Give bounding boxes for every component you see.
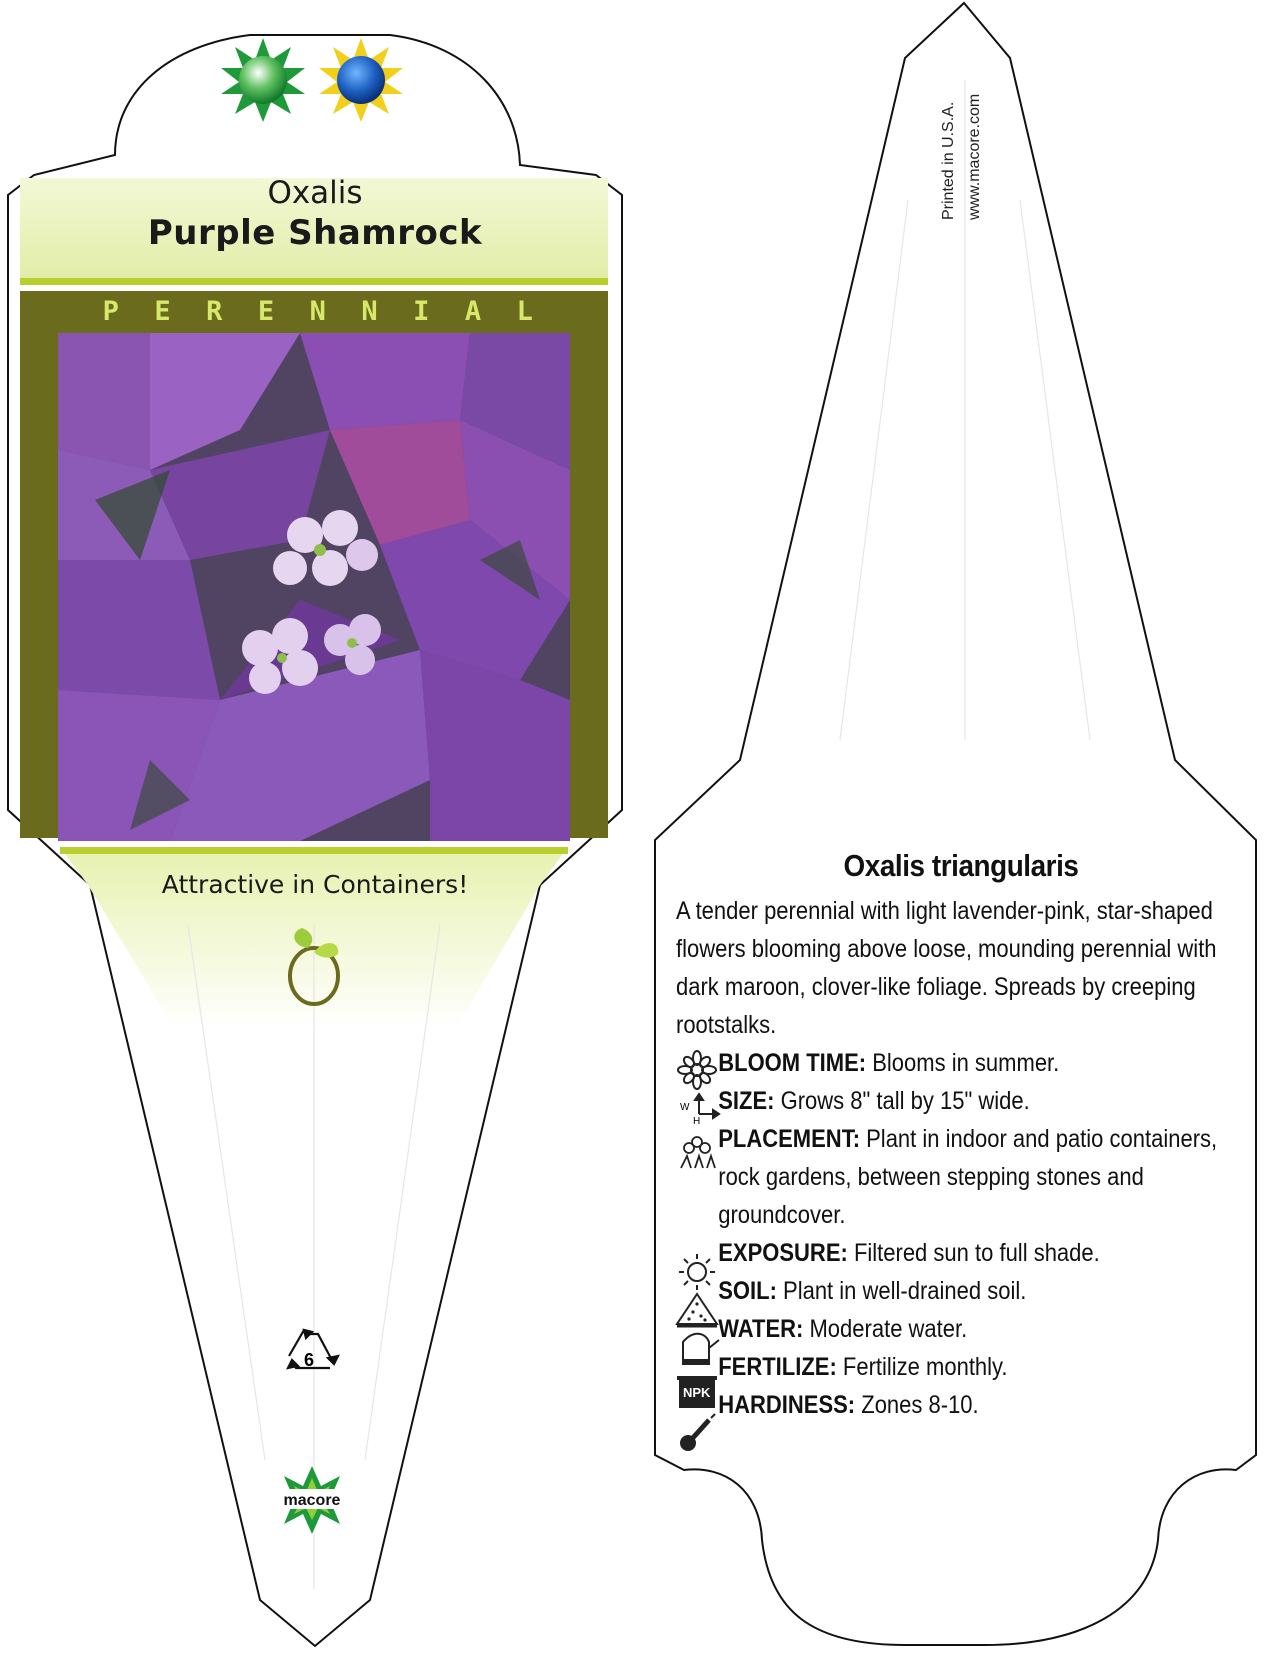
- printed-in: Printed in U.S.A.: [940, 101, 957, 220]
- attribute-row: [676, 1234, 1239, 1272]
- attribute-label: WATER:: [718, 1315, 810, 1343]
- attribute-value: Blooms in summer.: [872, 1049, 1060, 1077]
- attribute-value: Grows 8" tall by 15" wide.: [780, 1087, 1030, 1115]
- plant-photo: [58, 333, 570, 841]
- common-name: Purple Shamrock: [147, 213, 483, 253]
- attribute-value: Plant in well-drained soil.: [783, 1277, 1027, 1305]
- feature-tagline: Attractive in Containers!: [161, 870, 469, 899]
- attribute-label: SOIL:: [718, 1277, 784, 1305]
- attribute-value: Moderate water.: [809, 1315, 968, 1343]
- attribute-list: [676, 1044, 1239, 1424]
- care-info: [676, 848, 1246, 1424]
- recycle-code: 6: [304, 1350, 315, 1370]
- attribute-value: Fertilize monthly.: [842, 1353, 1008, 1381]
- attribute-label: FERTILIZE:: [718, 1353, 843, 1381]
- brand-name: macore: [283, 1492, 341, 1509]
- attribute-value: Filtered sun to full shade.: [853, 1239, 1100, 1267]
- attribute-label: EXPOSURE:: [718, 1239, 854, 1267]
- attribute-row: [676, 1348, 1239, 1386]
- scientific-name: Oxalis triangularis: [843, 848, 1079, 883]
- attribute-row: [676, 1082, 1239, 1120]
- genus-name: Oxalis: [267, 175, 363, 211]
- attribute-label: HARDINESS:: [718, 1391, 862, 1419]
- attribute-label: SIZE:: [718, 1087, 781, 1115]
- attribute-row: [676, 1044, 1239, 1082]
- attribute-row: [676, 1272, 1239, 1310]
- attribute-value: Plant in indoor and patio containers, rock gardens, between stepping stones and groundcover.: [718, 1125, 1218, 1229]
- printer-info: [936, 50, 983, 220]
- attribute-label: PLACEMENT:: [718, 1125, 867, 1153]
- attribute-value: Zones 8-10.: [861, 1391, 979, 1419]
- attribute-label: BLOOM TIME:: [718, 1049, 873, 1077]
- website: www.macore.com: [966, 93, 983, 220]
- size-h-label: H: [693, 1116, 701, 1127]
- plant-description: A tender perennial with light lavender-pink, star-shaped flowers blooming above loose, mounding perennial with dark maroon, clover-like foliage. Spreads by creeping rootstalks.: [676, 897, 1217, 1039]
- size-w-label: W: [680, 1102, 690, 1113]
- category-label: PERENNIAL: [102, 296, 569, 327]
- attribute-row: [676, 1310, 1239, 1348]
- npk-label: NPK: [683, 1385, 711, 1400]
- care-text: [676, 892, 1239, 1424]
- attribute-row: [676, 1120, 1239, 1234]
- attribute-row: [676, 1386, 1239, 1424]
